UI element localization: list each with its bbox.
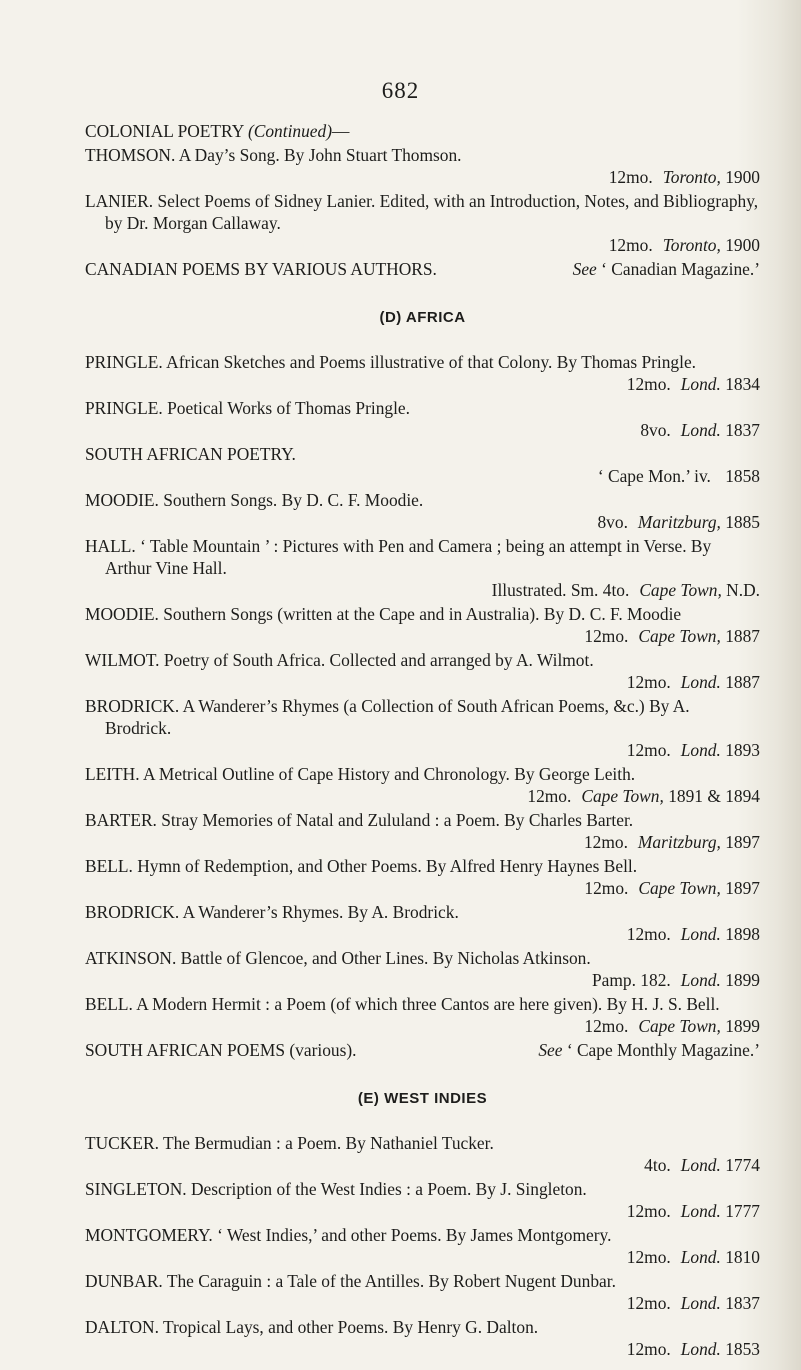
entry-author: TUCKER. bbox=[85, 1133, 159, 1153]
page-number: 682 bbox=[381, 78, 420, 103]
reference-text: SOUTH AFRICAN POEMS (various). bbox=[85, 1040, 357, 1060]
entry-format: 12mo. bbox=[626, 924, 671, 944]
bibliography-entry bbox=[85, 443, 760, 487]
bibliography-entry bbox=[85, 695, 760, 761]
entry-year: 1853 bbox=[725, 1339, 760, 1359]
section-title: COLONIAL POETRY bbox=[85, 121, 244, 141]
entry-place: Lond. bbox=[680, 672, 721, 692]
entry-text: The Caraguin : a Tale of the Antilles. By Robert Nugent Dunbar. bbox=[166, 1271, 616, 1291]
entry-year: N.D. bbox=[726, 580, 760, 600]
continued-dash: — bbox=[332, 121, 350, 141]
bibliography-entry bbox=[85, 901, 760, 945]
reference-target: ‘ Cape Monthly Magazine.’ bbox=[566, 1040, 760, 1060]
entry-text: A Wanderer’s Rhymes (a Collection of South African Poems, &c.) By A. Brodrick. bbox=[105, 696, 690, 738]
entry-text: A Day’s Song. By John Stuart Thomson. bbox=[178, 145, 462, 165]
entry-year: 1897 bbox=[725, 832, 760, 852]
entry-place: Lond. bbox=[680, 1339, 721, 1359]
bibliography-entry bbox=[85, 144, 760, 188]
entry-year: 1858 bbox=[725, 466, 760, 486]
entry-author: BELL. bbox=[85, 856, 133, 876]
entry-year: 1891 & 1894 bbox=[668, 786, 760, 806]
entry-text: Tropical Lays, and other Poems. By Henry G. Dalton. bbox=[162, 1317, 539, 1337]
bibliography-entry bbox=[85, 947, 760, 991]
bibliography-entry bbox=[85, 489, 760, 533]
page-content bbox=[85, 120, 760, 1362]
bibliography-entry bbox=[85, 1316, 760, 1360]
entry-place: Cape Town, bbox=[638, 1016, 721, 1036]
entry-format: 12mo. bbox=[584, 1016, 629, 1036]
entry-format: 8vo. bbox=[597, 512, 628, 532]
entry-format: ‘ Cape Mon.’ iv. bbox=[597, 466, 711, 486]
entry-place: Lond. bbox=[680, 1293, 721, 1313]
see-reference bbox=[85, 258, 760, 280]
bibliography-entry bbox=[85, 351, 760, 395]
bibliography-entry bbox=[85, 649, 760, 693]
entry-text: The Bermudian : a Poem. By Nathaniel Tucker. bbox=[162, 1133, 494, 1153]
reference-text: CANADIAN POEMS BY VARIOUS AUTHORS. bbox=[85, 259, 437, 279]
entry-author: BRODRICK. bbox=[85, 696, 180, 716]
bibliography-entry bbox=[85, 763, 760, 807]
entry-author: MOODIE. bbox=[85, 604, 159, 624]
entry-format: 12mo. bbox=[626, 1293, 671, 1313]
see-label: See bbox=[572, 259, 597, 279]
bibliography-entry bbox=[85, 1132, 760, 1176]
entry-text: Battle of Glencoe, and Other Lines. By Nicholas Atkinson. bbox=[180, 948, 591, 968]
entry-author: PRINGLE. bbox=[85, 398, 163, 418]
bibliography-entry bbox=[85, 1178, 760, 1222]
entry-place: Lond. bbox=[680, 970, 721, 990]
entry-author: SOUTH AFRICAN POETRY. bbox=[85, 444, 296, 464]
entry-place: Lond. bbox=[680, 1201, 721, 1221]
section-heading-west-indies: (E) WEST INDIES bbox=[357, 1090, 488, 1107]
entry-format: 12mo. bbox=[608, 235, 653, 255]
entry-format: 12mo. bbox=[626, 672, 671, 692]
entry-format: 12mo. bbox=[626, 374, 671, 394]
entry-place: Maritzburg, bbox=[637, 832, 721, 852]
reference-target: ‘ Canadian Magazine.’ bbox=[601, 259, 760, 279]
entry-place: Cape Town, bbox=[581, 786, 664, 806]
entry-author: BELL. bbox=[85, 994, 133, 1014]
entry-author: LANIER. bbox=[85, 191, 154, 211]
entry-text: Description of the West Indies : a Poem. By J. Singleton. bbox=[190, 1179, 587, 1199]
see-label: See bbox=[538, 1040, 563, 1060]
entry-text: ‘ West Indies,’ and other Poems. By James Montgomery. bbox=[217, 1225, 612, 1245]
bibliography-entry bbox=[85, 535, 760, 601]
entry-text: Stray Memories of Natal and Zululand : a Poem. By Charles Barter. bbox=[161, 810, 634, 830]
entry-author: ATKINSON. bbox=[85, 948, 177, 968]
entry-place: Lond. bbox=[680, 420, 721, 440]
entry-author: MONTGOMERY. bbox=[85, 1225, 213, 1245]
entry-year: 1899 bbox=[725, 970, 760, 990]
entry-place: Toronto, bbox=[662, 235, 721, 255]
entry-text: Poetical Works of Thomas Pringle. bbox=[167, 398, 410, 418]
entry-format: 12mo. bbox=[608, 167, 653, 187]
west-indies-entries bbox=[85, 1132, 760, 1360]
entry-place: Cape Town, bbox=[638, 626, 721, 646]
entry-place: Lond. bbox=[680, 1247, 721, 1267]
entry-author: BRODRICK. bbox=[85, 902, 180, 922]
entry-author: DUNBAR. bbox=[85, 1271, 163, 1291]
bibliography-entry bbox=[85, 855, 760, 899]
entry-year: 1885 bbox=[725, 512, 760, 532]
entry-place: Toronto, bbox=[662, 167, 721, 187]
entry-author: PRINGLE. bbox=[85, 352, 163, 372]
entry-author: WILMOT. bbox=[85, 650, 160, 670]
bibliography-entry bbox=[85, 397, 760, 441]
entry-place: Cape Town, bbox=[638, 878, 721, 898]
entry-format: 12mo. bbox=[626, 1247, 671, 1267]
entry-year: 1774 bbox=[725, 1155, 760, 1175]
entry-text: Southern Songs (written at the Cape and in Australia). By D. C. F. Moodie bbox=[163, 604, 682, 624]
entry-author: HALL. bbox=[85, 536, 136, 556]
entry-format: Pamp. 182. bbox=[592, 970, 671, 990]
entry-author: THOMSON. bbox=[85, 145, 176, 165]
entry-author: LEITH. bbox=[85, 764, 140, 784]
entry-format: 4to. bbox=[644, 1155, 671, 1175]
entry-author: BARTER. bbox=[85, 810, 157, 830]
entry-year: 1837 bbox=[725, 1293, 760, 1313]
entry-year: 1887 bbox=[725, 626, 760, 646]
entry-place: Maritzburg, bbox=[637, 512, 721, 532]
bibliography-entry bbox=[85, 1270, 760, 1314]
entry-place: Lond. bbox=[680, 1155, 721, 1175]
entry-year: 1887 bbox=[725, 672, 760, 692]
entry-year: 1777 bbox=[725, 1201, 760, 1221]
entry-author: SINGLETON. bbox=[85, 1179, 187, 1199]
entry-place: Lond. bbox=[680, 924, 721, 944]
entry-year: 1837 bbox=[725, 420, 760, 440]
entry-place: Lond. bbox=[680, 740, 721, 760]
entry-text: Hymn of Redemption, and Other Poems. By Alfred Henry Haynes Bell. bbox=[137, 856, 638, 876]
entry-place: Cape Town, bbox=[639, 580, 722, 600]
entry-year: 1810 bbox=[725, 1247, 760, 1267]
entry-place: Lond. bbox=[680, 374, 721, 394]
continued-label: (Continued) bbox=[247, 121, 333, 141]
entry-year: 1834 bbox=[725, 374, 760, 394]
entry-text: A Metrical Outline of Cape History and Chronology. By George Leith. bbox=[142, 764, 636, 784]
entry-format: 12mo. bbox=[626, 1339, 671, 1359]
bibliography-entry bbox=[85, 1224, 760, 1268]
entry-year: 1900 bbox=[725, 235, 760, 255]
entry-year: 1898 bbox=[725, 924, 760, 944]
entry-year: 1899 bbox=[725, 1016, 760, 1036]
entry-text: Select Poems of Sidney Lanier. Edited, with an Introduction, Notes, and Bibliography, by Dr. Morgan Callaway. bbox=[105, 191, 759, 233]
entry-year: 1900 bbox=[725, 167, 760, 187]
bibliography-entry bbox=[85, 993, 760, 1037]
bibliography-entry bbox=[85, 809, 760, 853]
entry-author: DALTON. bbox=[85, 1317, 159, 1337]
entry-format: 12mo. bbox=[584, 626, 629, 646]
entry-format: 8vo. bbox=[640, 420, 671, 440]
entry-format: 12mo. bbox=[584, 878, 629, 898]
entry-text: ‘ Table Mountain ’ : Pictures with Pen and Camera ; being an attempt in Verse. By Arthur Vine Hall. bbox=[105, 536, 712, 578]
entry-format: 12mo. bbox=[626, 740, 671, 760]
entry-text: Poetry of South Africa. Collected and arranged by A. Wilmot. bbox=[163, 650, 594, 670]
entry-author: MOODIE. bbox=[85, 490, 159, 510]
entry-text: A Wanderer’s Rhymes. By A. Brodrick. bbox=[182, 902, 459, 922]
africa-entries bbox=[85, 351, 760, 1037]
entry-text: African Sketches and Poems illustrative of that Colony. By Thomas Pringle. bbox=[166, 352, 697, 372]
entry-format: Illustrated. Sm. 4to. bbox=[491, 580, 630, 600]
continued-heading bbox=[85, 120, 760, 142]
entry-year: 1893 bbox=[725, 740, 760, 760]
section-heading-africa: (D) AFRICA bbox=[379, 309, 466, 326]
see-reference bbox=[85, 1039, 760, 1061]
entry-format: 12mo. bbox=[626, 1201, 671, 1221]
bibliography-entry bbox=[85, 603, 760, 647]
entry-format: 12mo. bbox=[583, 832, 628, 852]
entry-year: 1897 bbox=[725, 878, 760, 898]
entry-text: A Modern Hermit : a Poem (of which three Cantos are here given). By H. J. S. Bell. bbox=[136, 994, 720, 1014]
bibliography-entry bbox=[85, 190, 760, 256]
entries-top bbox=[85, 144, 760, 280]
entry-text: Southern Songs. By D. C. F. Moodie. bbox=[163, 490, 424, 510]
entry-format: 12mo. bbox=[527, 786, 572, 806]
